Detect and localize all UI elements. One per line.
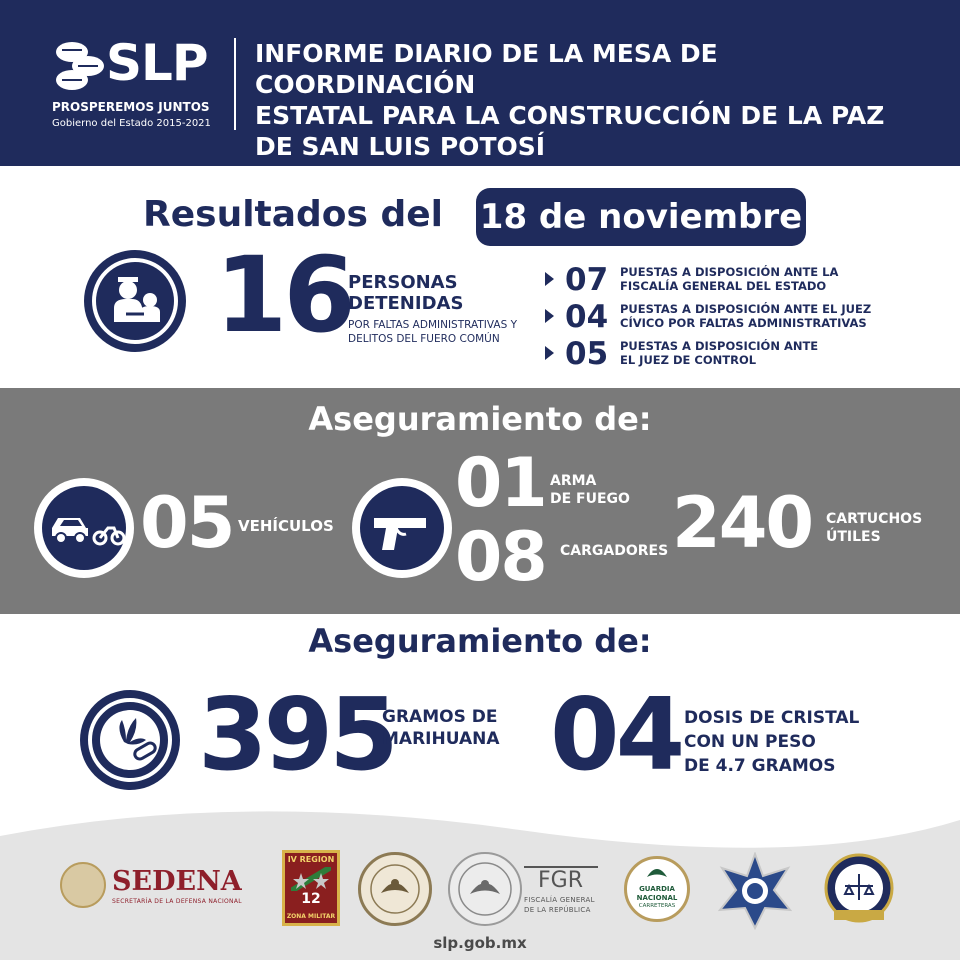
site-url: slp.gob.mx bbox=[433, 934, 527, 952]
gnc-line: CARRETERAS bbox=[638, 903, 676, 909]
drugs-heading: Aseguramiento de: bbox=[308, 622, 652, 660]
marihuana-label-line: GRAMOS DE bbox=[382, 707, 498, 727]
zona-number: 12 bbox=[301, 891, 321, 907]
triangle-bullet-icon bbox=[545, 309, 554, 323]
cartridges-label-line: CARTUCHOS bbox=[826, 511, 923, 527]
slp-logo-text: SLP bbox=[106, 34, 208, 92]
crystal-label-line: CON UN PESO bbox=[684, 732, 816, 752]
detained-sublabel bbox=[348, 318, 517, 346]
detained-sub-line: POR FALTAS ADMINISTRATIVAS Y bbox=[348, 319, 517, 331]
detained-label-line: DETENIDAS bbox=[348, 293, 464, 314]
disposition-line: PUESTAS A DISPOSICIÓN ANTE EL JUEZ bbox=[620, 302, 872, 316]
logo-subtitle: Gobierno del Estado 2015-2021 bbox=[52, 118, 211, 129]
zona-label: ZONA MILITAR bbox=[286, 913, 336, 920]
magazines-label: CARGADORES bbox=[560, 543, 669, 559]
crystal-label bbox=[684, 706, 859, 778]
gnc-line: GUARDIA bbox=[639, 885, 675, 893]
zona-region: IV REGION bbox=[287, 855, 335, 864]
header-banner bbox=[0, 0, 960, 166]
cartridges-count: 240 bbox=[672, 482, 813, 564]
cartridges-label bbox=[826, 510, 922, 546]
slp-logo-icon bbox=[52, 38, 108, 94]
crystal-doses: 04 bbox=[550, 676, 682, 793]
disposition-line: EL JUEZ DE CONTROL bbox=[620, 353, 757, 367]
firearm-label-line: ARMA bbox=[550, 473, 597, 489]
eagle-icon bbox=[647, 865, 667, 883]
triangle-bullet-icon bbox=[545, 346, 554, 360]
header-divider bbox=[234, 38, 236, 130]
cartridges-label-line: ÚTILES bbox=[826, 529, 881, 545]
detained-label-line: PERSONAS bbox=[348, 272, 458, 293]
title-line: ESTATAL PARA LA CONSTRUCCIÓN DE LA PAZ bbox=[255, 101, 885, 130]
detained-label bbox=[348, 272, 463, 314]
sedena-logo: SEDENA bbox=[112, 866, 242, 897]
fiscalia-estado-seal-icon bbox=[820, 852, 898, 928]
stars-icon bbox=[291, 867, 331, 891]
fgr-sub-line: FISCALÍA GENERAL bbox=[524, 896, 595, 904]
fgr-logo bbox=[524, 866, 598, 914]
logo-tagline: PROSPEREMOS JUNTOS bbox=[52, 100, 210, 114]
crystal-label-line: DE 4.7 GRAMOS bbox=[684, 756, 836, 776]
detained-count: 16 bbox=[215, 234, 352, 356]
guardia-nacional-seal-icon bbox=[358, 852, 432, 926]
disposition-count: 04 bbox=[565, 299, 609, 335]
disposition-line: FISCALÍA GENERAL DEL ESTADO bbox=[620, 279, 827, 293]
seizures-heading: Aseguramiento de: bbox=[308, 400, 652, 438]
firearm-label bbox=[550, 472, 630, 508]
vehicles-label: VEHÍCULOS bbox=[238, 517, 334, 535]
zona-militar-badge bbox=[282, 850, 340, 926]
marihuana-label-line: MARIHUANA bbox=[382, 729, 500, 749]
estados-unidos-mexicanos-seal-icon bbox=[448, 852, 522, 926]
crystal-label-line: DOSIS DE CRISTAL bbox=[684, 708, 860, 728]
seizures-band bbox=[0, 388, 960, 614]
title-line: INFORME DIARIO DE LA MESA DE COORDINACIÓN bbox=[255, 39, 718, 99]
police-star-badge-icon bbox=[716, 852, 794, 930]
fgr-sub-line: DE LA REPÚBLICA bbox=[524, 906, 591, 914]
mexico-eagle-seal-icon bbox=[60, 862, 106, 908]
vehicles-count: 05 bbox=[140, 482, 234, 564]
disposition-text bbox=[620, 302, 871, 330]
drugs-icon bbox=[80, 690, 180, 790]
sedena-subtitle: SECRETARÍA DE LA DEFENSA NACIONAL bbox=[112, 898, 242, 905]
title-line: DE SAN LUIS POTOSÍ bbox=[255, 132, 546, 161]
guardia-nacional-carreteras-logo bbox=[624, 856, 690, 922]
disposition-line: PUESTAS A DISPOSICIÓN ANTE LA bbox=[620, 265, 839, 279]
magazines-count: 08 bbox=[455, 518, 546, 597]
disposition-line: CÍVICO POR FALTAS ADMINISTRATIVAS bbox=[620, 316, 867, 330]
page-title bbox=[255, 38, 945, 162]
gnc-line: NACIONAL bbox=[636, 894, 678, 902]
disposition-count: 05 bbox=[565, 336, 609, 372]
firearm-label-line: DE FUEGO bbox=[550, 491, 630, 507]
marihuana-amount: 395 bbox=[198, 676, 395, 793]
results-date-badge: 18 de noviembre bbox=[476, 188, 806, 246]
firearm-count: 01 bbox=[455, 444, 546, 523]
disposition-text bbox=[620, 339, 818, 367]
arrest-icon bbox=[84, 250, 186, 352]
marihuana-label bbox=[382, 706, 500, 750]
results-heading: Resultados del bbox=[143, 194, 444, 235]
vehicles-icon bbox=[34, 478, 134, 578]
fgr-name: FGR bbox=[538, 868, 583, 893]
detained-sub-line: DELITOS DEL FUERO COMÚN bbox=[348, 333, 500, 345]
disposition-line: PUESTAS A DISPOSICIÓN ANTE bbox=[620, 339, 819, 353]
disposition-text bbox=[620, 265, 838, 293]
triangle-bullet-icon bbox=[545, 272, 554, 286]
handgun-icon bbox=[352, 478, 452, 578]
disposition-count: 07 bbox=[565, 262, 609, 298]
